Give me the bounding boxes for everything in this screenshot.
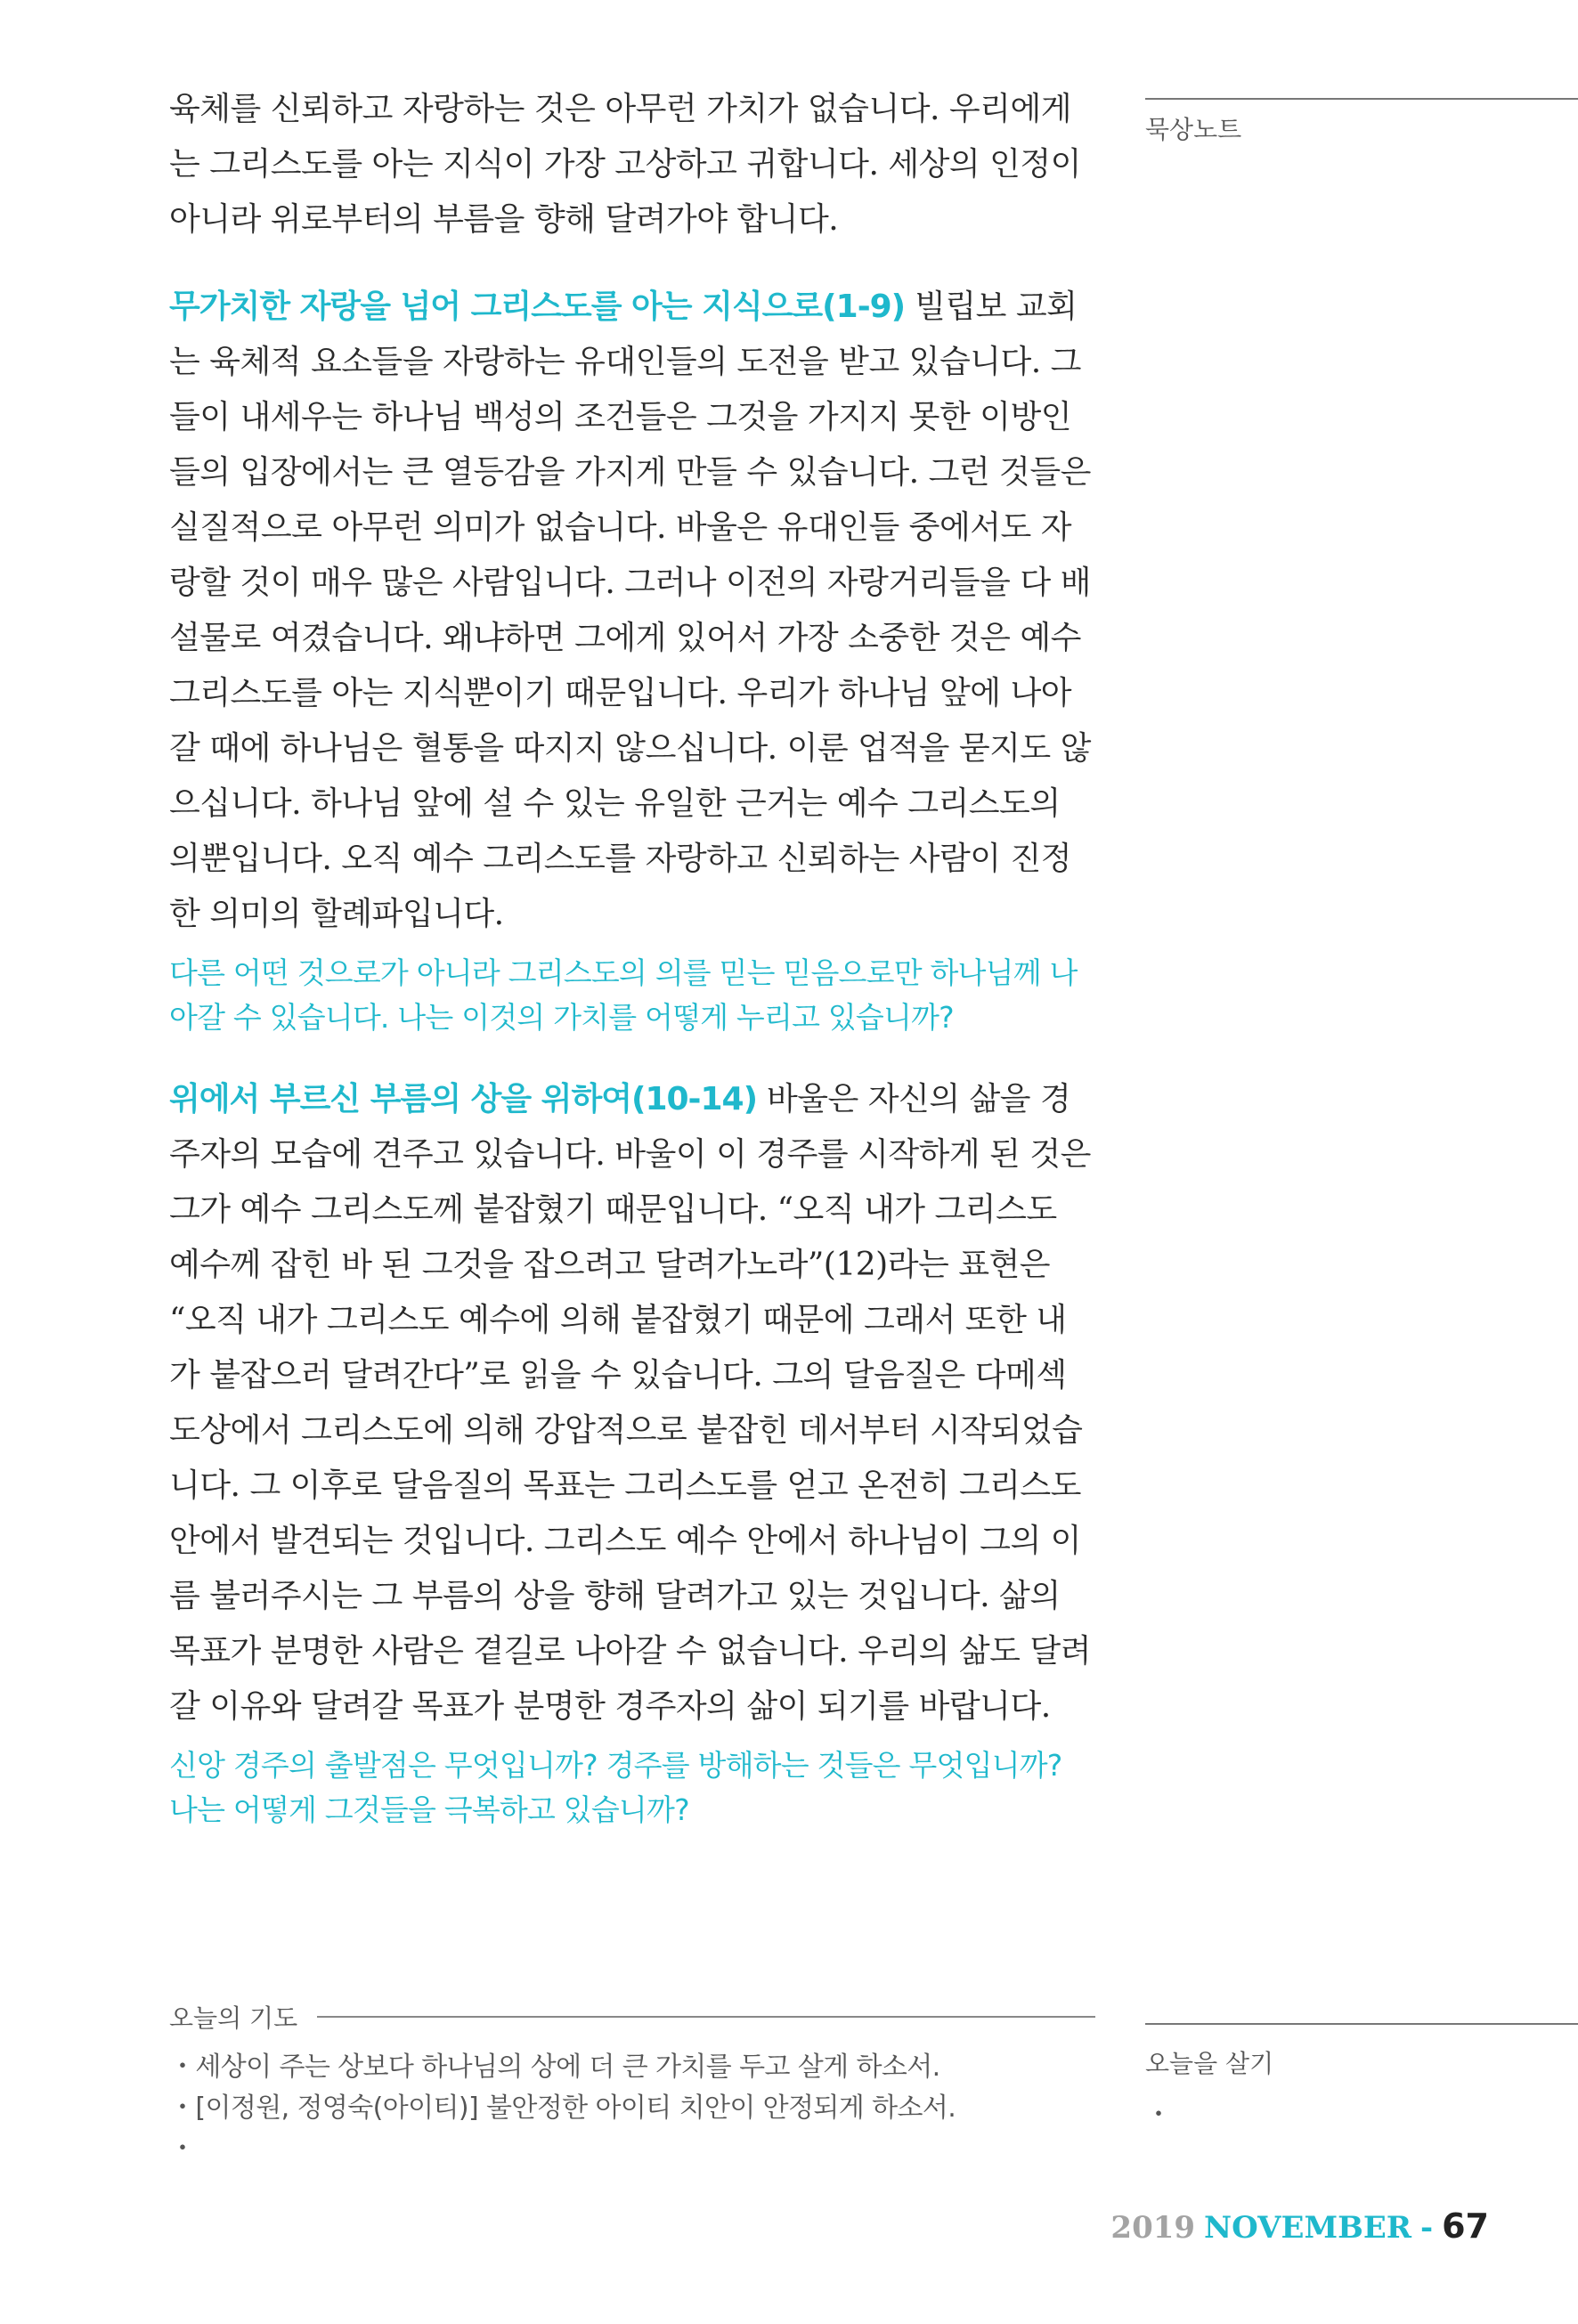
page-number: 67 bbox=[1442, 2206, 1489, 2246]
prayer-title-rule bbox=[317, 2016, 1095, 2018]
section-2-body: 바울은 자신의 삶을 경주자의 모습에 견주고 있습니다. 바울이 이 경주를 시작하게 된 것은 그가 예수 그리스도께 붙잡혔기 때문입니다. “오직 내가 그리스도 예수께 잡힌 바 된 그것을 잡으려고 달려가노라”(12)라는 표현은 “오직 내가 그리스도 예수에 의해 붙잡혔기 때문에 그래서 또한 내가 붙잡으러 달려간다”로 읽을 수 있습니다. 그의 달음질은 다메섹 도상에서 그리스도에 의해 강압적으로 붙잡힌 데서부터 시작되었습니다. 그 이후로 달음질의 목표는 그리스도를 얻고 온전히 그리스도 안에서 발견되는 것입니다. 그리스도 예수 안에서 하나님이 그의 이름 불러주시는 그 부름의 상을 향해 달려가고 있는 것입니다. 삶의 목표가 분명한 사람은 곁길로 나아갈 수 없습니다. 우리의 삶도 달려갈 이유와 달려갈 목표가 분명한 경주자의 삶이 되기를 바랍니다. bbox=[169, 1081, 1091, 1725]
section-1-heading: 무가치한 자랑을 넘어 그리스도를 아는 지식으로(1-9) bbox=[169, 288, 906, 325]
intro-paragraph: 육체를 신뢰하고 자랑하는 것은 아무런 가치가 없습니다. 우리에게는 그리스도를 아는 지식이 가장 고상하고 귀합니다. 세상의 인정이 아니라 위로부터의 부름을 향해 달려가야 합니다. bbox=[169, 91, 1081, 238]
today-label: 오늘을 살기 bbox=[1145, 2049, 1274, 2078]
section-1-body: 빌립보 교회는 육체적 요소들을 자랑하는 유대인들의 도전을 받고 있습니다. 그들이 내세우는 하나님 백성의 조건들은 그것을 가지지 못한 이방인들의 입장에서는 큰 열등감을 가지게 만들 수 있습니다. 그런 것들은 실질적으로 아무런 의미가 없습니다. 바울은 유대인들 중에서도 자랑할 것이 매우 많은 사람입니다. 그러나 이전의 자랑거리들을 다 배설물로 여겼습니다. 왜냐하면 그에게 있어서 가장 소중한 것은 예수 그리스도를 아는 지식뿐이기 때문입니다. 우리가 하나님 앞에 나아갈 때에 하나님은 혈통을 따지지 않으십니다. 이룬 업적을 묻지도 않으십니다. 하나님 앞에 설 수 있는 유일한 근거는 예수 그리스도의 의뿐입니다. 오직 예수 그리스도를 자랑하고 신뢰하는 사람이 진정한 의미의 할례파입니다. bbox=[169, 288, 1091, 932]
prayer-item: ・ bbox=[169, 2133, 196, 2165]
today-rule bbox=[1145, 2023, 1578, 2025]
section-2-question: 신앙 경주의 출발점은 무엇입니까? 경주를 방해하는 것들은 무엇입니까? 나는 어떻게 그것들을 극복하고 있습니까? bbox=[169, 1748, 1062, 1827]
prayer-item: ・[이정원, 정영숙(아이티)] 불안정한 아이티 치안이 안정되게 하소서. bbox=[169, 2092, 956, 2124]
section-2-paragraph bbox=[169, 1072, 1095, 1735]
prayer-title-row bbox=[169, 1999, 1095, 2035]
side-note-rule bbox=[1145, 98, 1578, 100]
page-footer bbox=[1110, 2206, 1489, 2246]
section-1-question: 다른 어떤 것으로가 아니라 그리스도의 의를 믿는 믿음으로만 하나님께 나아갈 수 있습니다. 나는 이것의 가치를 어떻게 누리고 있습니까? bbox=[169, 955, 1078, 1035]
prayer-item: ・세상이 주는 상보다 하나님의 상에 더 큰 가치를 두고 살게 하소서. bbox=[169, 2052, 940, 2083]
side-note-label: 묵상노트 bbox=[1145, 115, 1242, 144]
prayer-section bbox=[169, 1999, 1095, 2170]
prayer-list bbox=[169, 2047, 1095, 2170]
section-2-heading: 위에서 부르신 부름의 상을 위하여(10-14) bbox=[169, 1081, 758, 1117]
today-living-panel bbox=[1145, 2023, 1578, 2132]
footer-separator: - bbox=[1419, 2210, 1434, 2246]
main-article bbox=[169, 82, 1095, 1832]
footer-month: NOVEMBER bbox=[1204, 2210, 1411, 2246]
section-1-paragraph bbox=[169, 280, 1095, 942]
side-note-panel bbox=[1145, 98, 1578, 146]
today-bullet: ・ bbox=[1145, 2100, 1172, 2131]
prayer-title: 오늘의 기도 bbox=[169, 2003, 298, 2033]
footer-year: 2019 bbox=[1110, 2210, 1196, 2246]
